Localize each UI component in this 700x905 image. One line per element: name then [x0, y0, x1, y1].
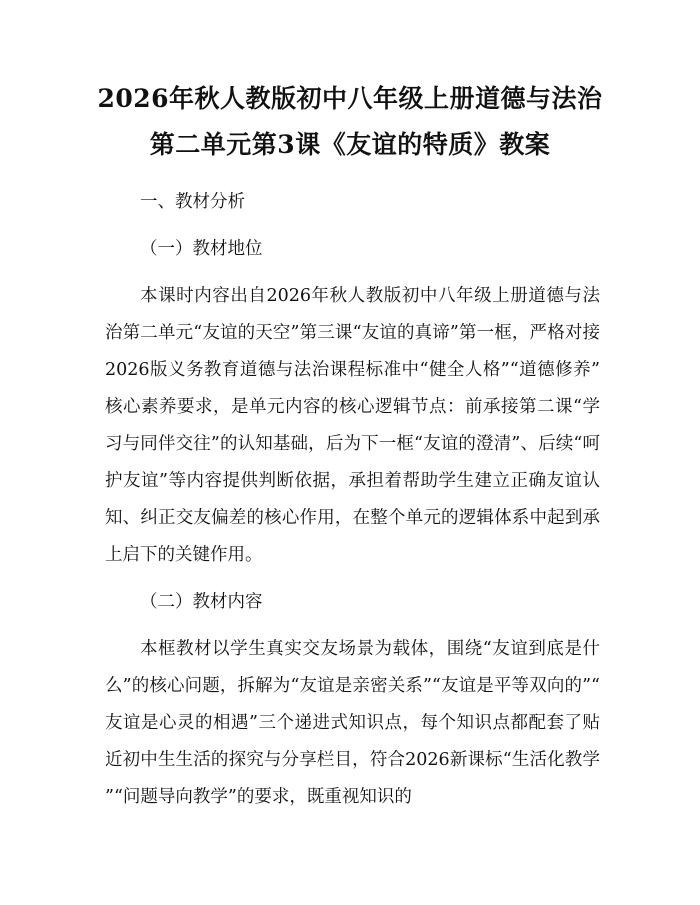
title-line-1: 2026年秋人教版初中八年级上册道德与法治 — [97, 84, 603, 113]
paragraph-textbook-position: 本课时内容出自2026年秋人教版初中八年级上册道德与法治第二单元“友谊的天空”第三课“友谊的真谛”第一框，严格对接2026版义务教育道德与法治课程标准中“健全人格”“道德修养”核心素养要求，是单元内容的核心逻辑节点：前承接第二课“学习与同伴交往”的认知基础，后为下一框“友谊的澄清”、后续“呵护友谊”等内容提供判断依据，承担着帮助学生建立正确友谊认知、纠正交友偏差的核心作用，在整个单元的逻辑体系中起到承上启下的关键作用。 — [105, 286, 600, 565]
document-title — [60, 76, 640, 168]
title-line-2: 第二单元第3课《友谊的特质》教案 — [149, 130, 551, 159]
document-body — [105, 184, 600, 826]
paragraph-textbook-content: 本框教材以学生真实交友场景为载体，围绕“友谊到底是什么”的核心问题，拆解为“友谊是亲密关系”“友谊是平等双向的”“友谊是心灵的相遇”三个递进式知识点，每个知识点都配套了贴近初中生生活的探究与分享栏目，符合2026新课标“生活化教学”“问题导向教学”的要求，既重视知识的 — [105, 639, 600, 807]
subsection-heading-textbook-position: （一）教材地位 — [140, 239, 263, 259]
section-heading-textbook-analysis: 一、教材分析 — [140, 192, 245, 212]
title-heading — [60, 76, 640, 168]
subsection-heading-textbook-content: （二）教材内容 — [140, 592, 263, 612]
